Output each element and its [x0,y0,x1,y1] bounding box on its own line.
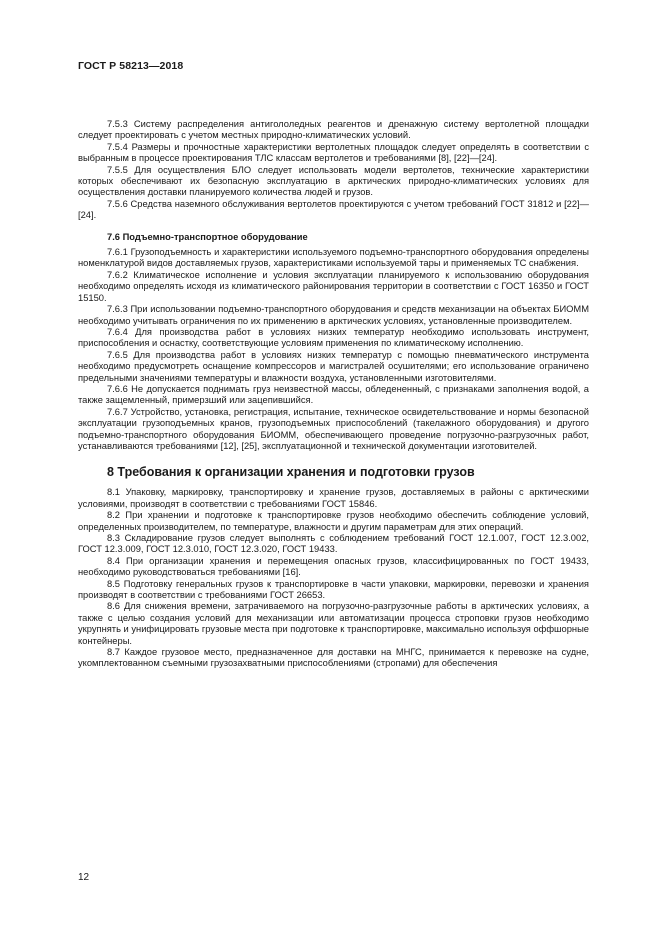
paragraph-7-6-4: 7.6.4 Для производства работ в условиях низких температур необходимо использовать инструмент, приспособления и оснастку, соответствующие условиям применения по климатическому исполнению. [78,326,589,349]
paragraph-7-6-2: 7.6.2 Климатическое исполнение и условия эксплуатации планируемого к использованию оборудования необходимо определять исходя из климатического районирования территории в соответствии с ГОСТ 16350 и ГОСТ 15150. [78,269,589,303]
paragraph-8-4: 8.4 При организации хранения и перемещения опасных грузов, классифицированных по ГОСТ 19433, необходимо руководствоваться требованиями [16]. [78,555,589,578]
paragraph-8-1: 8.1 Упаковку, маркировку, транспортировку и хранение грузов, доставляемых в районы с арктическими условиями, производят в соответствии с требованиями ГОСТ 15846. [78,487,589,509]
section-heading-7-6: 7.6 Подъемно-транспортное оборудование [107,231,308,242]
page-number: 12 [78,872,90,883]
paragraph-7-5-6: 7.5.6 Средства наземного обслуживания вертолетов проектируются с учетом требований ГОСТ 31812 и [22]—[24]. [78,198,589,221]
paragraph-8-3: 8.3 Складирование грузов следует выполнять с соблюдением требований ГОСТ 12.1.007, ГОСТ 12.3.002, ГОСТ 12.3.009, ГОСТ 12.3.010, ГОСТ 12.3.020, ГОСТ 19433. [78,533,589,555]
document-header: ГОСТ Р 58213—2018 [78,60,184,72]
paragraph-7-5-5: 7.5.5 Для осуществления БЛО следует использовать модели вертолетов, технические характеристики которых обеспечивают их безопасную эксплуатацию в арктических природно-климатических условиях для осуществления доставки планируемого количества людей и грузов. [78,164,589,198]
paragraph-7-5-4: 7.5.4 Размеры и прочностные характеристики вертолетных площадок следует определять в соответствии с выбранным в процессе проектирования ТЛС классам вертолетов и требованиями [8], [22]—[24]. [78,141,589,164]
paragraph-8-2: 8.2 При хранении и подготовке к транспортировке грузов необходимо обеспечить соблюдение условий, определенных производителем, по температуре, влажности и другим параметрам для этих операций. [78,510,589,532]
section-heading-8: 8 Требования к организации хранения и подготовки грузов [107,465,475,480]
paragraph-7-6-7: 7.6.7 Устройство, установка, регистрация, испытание, техническое освидетельствование и нормы безопасной эксплуатации грузоподъемных кранов, грузоподъемных приспособлений (такелажного оборудования) и другого подъемно-транспортного оборудования БИОММ, обеспечивающего проведение погрузочно-разгрузочных работ, устанавливаются требованиями [12], [25], эксплуатационной и технической документации изготовителей. [78,406,589,451]
paragraph-8-5: 8.5 Подготовку генеральных грузов к транспортировке в части упаковки, маркировки, перевозки и хранения производят в соответствии с требованиями ГОСТ 26653. [78,578,589,601]
paragraph-8-6: 8.6 Для снижения времени, затрачиваемого на погрузочно-разгрузочные работы в арктических условиях, а также с целью создания условий для механизации или автоматизации процесса строповки грузов необходимо укрупнять и унифицировать грузовые места при подготовке к транспортировке, максимально используя оффшорные контейнеры. [78,601,589,646]
paragraph-7-5-3: 7.5.3 Систему распределения антигололедных реагентов и дренажную систему вертолетной площадки следует проектировать с учетом местных природно-климатических условий. [78,119,589,141]
paragraph-7-6-1: 7.6.1 Грузоподъемность и характеристики используемого подъемно-транспортного оборудования определены номенклатурой видов доставляемых грузов, характеристиками используемой тары и применяемых ТС снабжения. [78,247,589,269]
paragraph-7-6-5: 7.6.5 Для производства работ в условиях низких температур с помощью пневматического инструмента необходимо предусмотреть оснащение компрессоров и магистралей осушителями; его использование ограничено предельными значениями температуры и влажности воздуха, установленными изготовителями. [78,349,589,383]
paragraph-8-7: 8.7 Каждое грузовое место, предназначенное для доставки на МНГС, принимается к перевозке на судне, укомплектованном съемными грузозахватными приспособлениями (стропами) для обеспечения [78,647,589,669]
document-body [78,119,589,670]
paragraph-7-6-6: 7.6.6 Не допускается поднимать груз неизвестной массы, обледененный, с признаками заполнения водой, а также защемленный, примерзший или зацепившийся. [78,383,589,406]
paragraph-7-6-3: 7.6.3 При использовании подъемно-транспортного оборудования и средств механизации на объектах БИОММ необходимо учитывать ограничения по их применению в арктических условиях, установленные производителем. [78,304,589,326]
